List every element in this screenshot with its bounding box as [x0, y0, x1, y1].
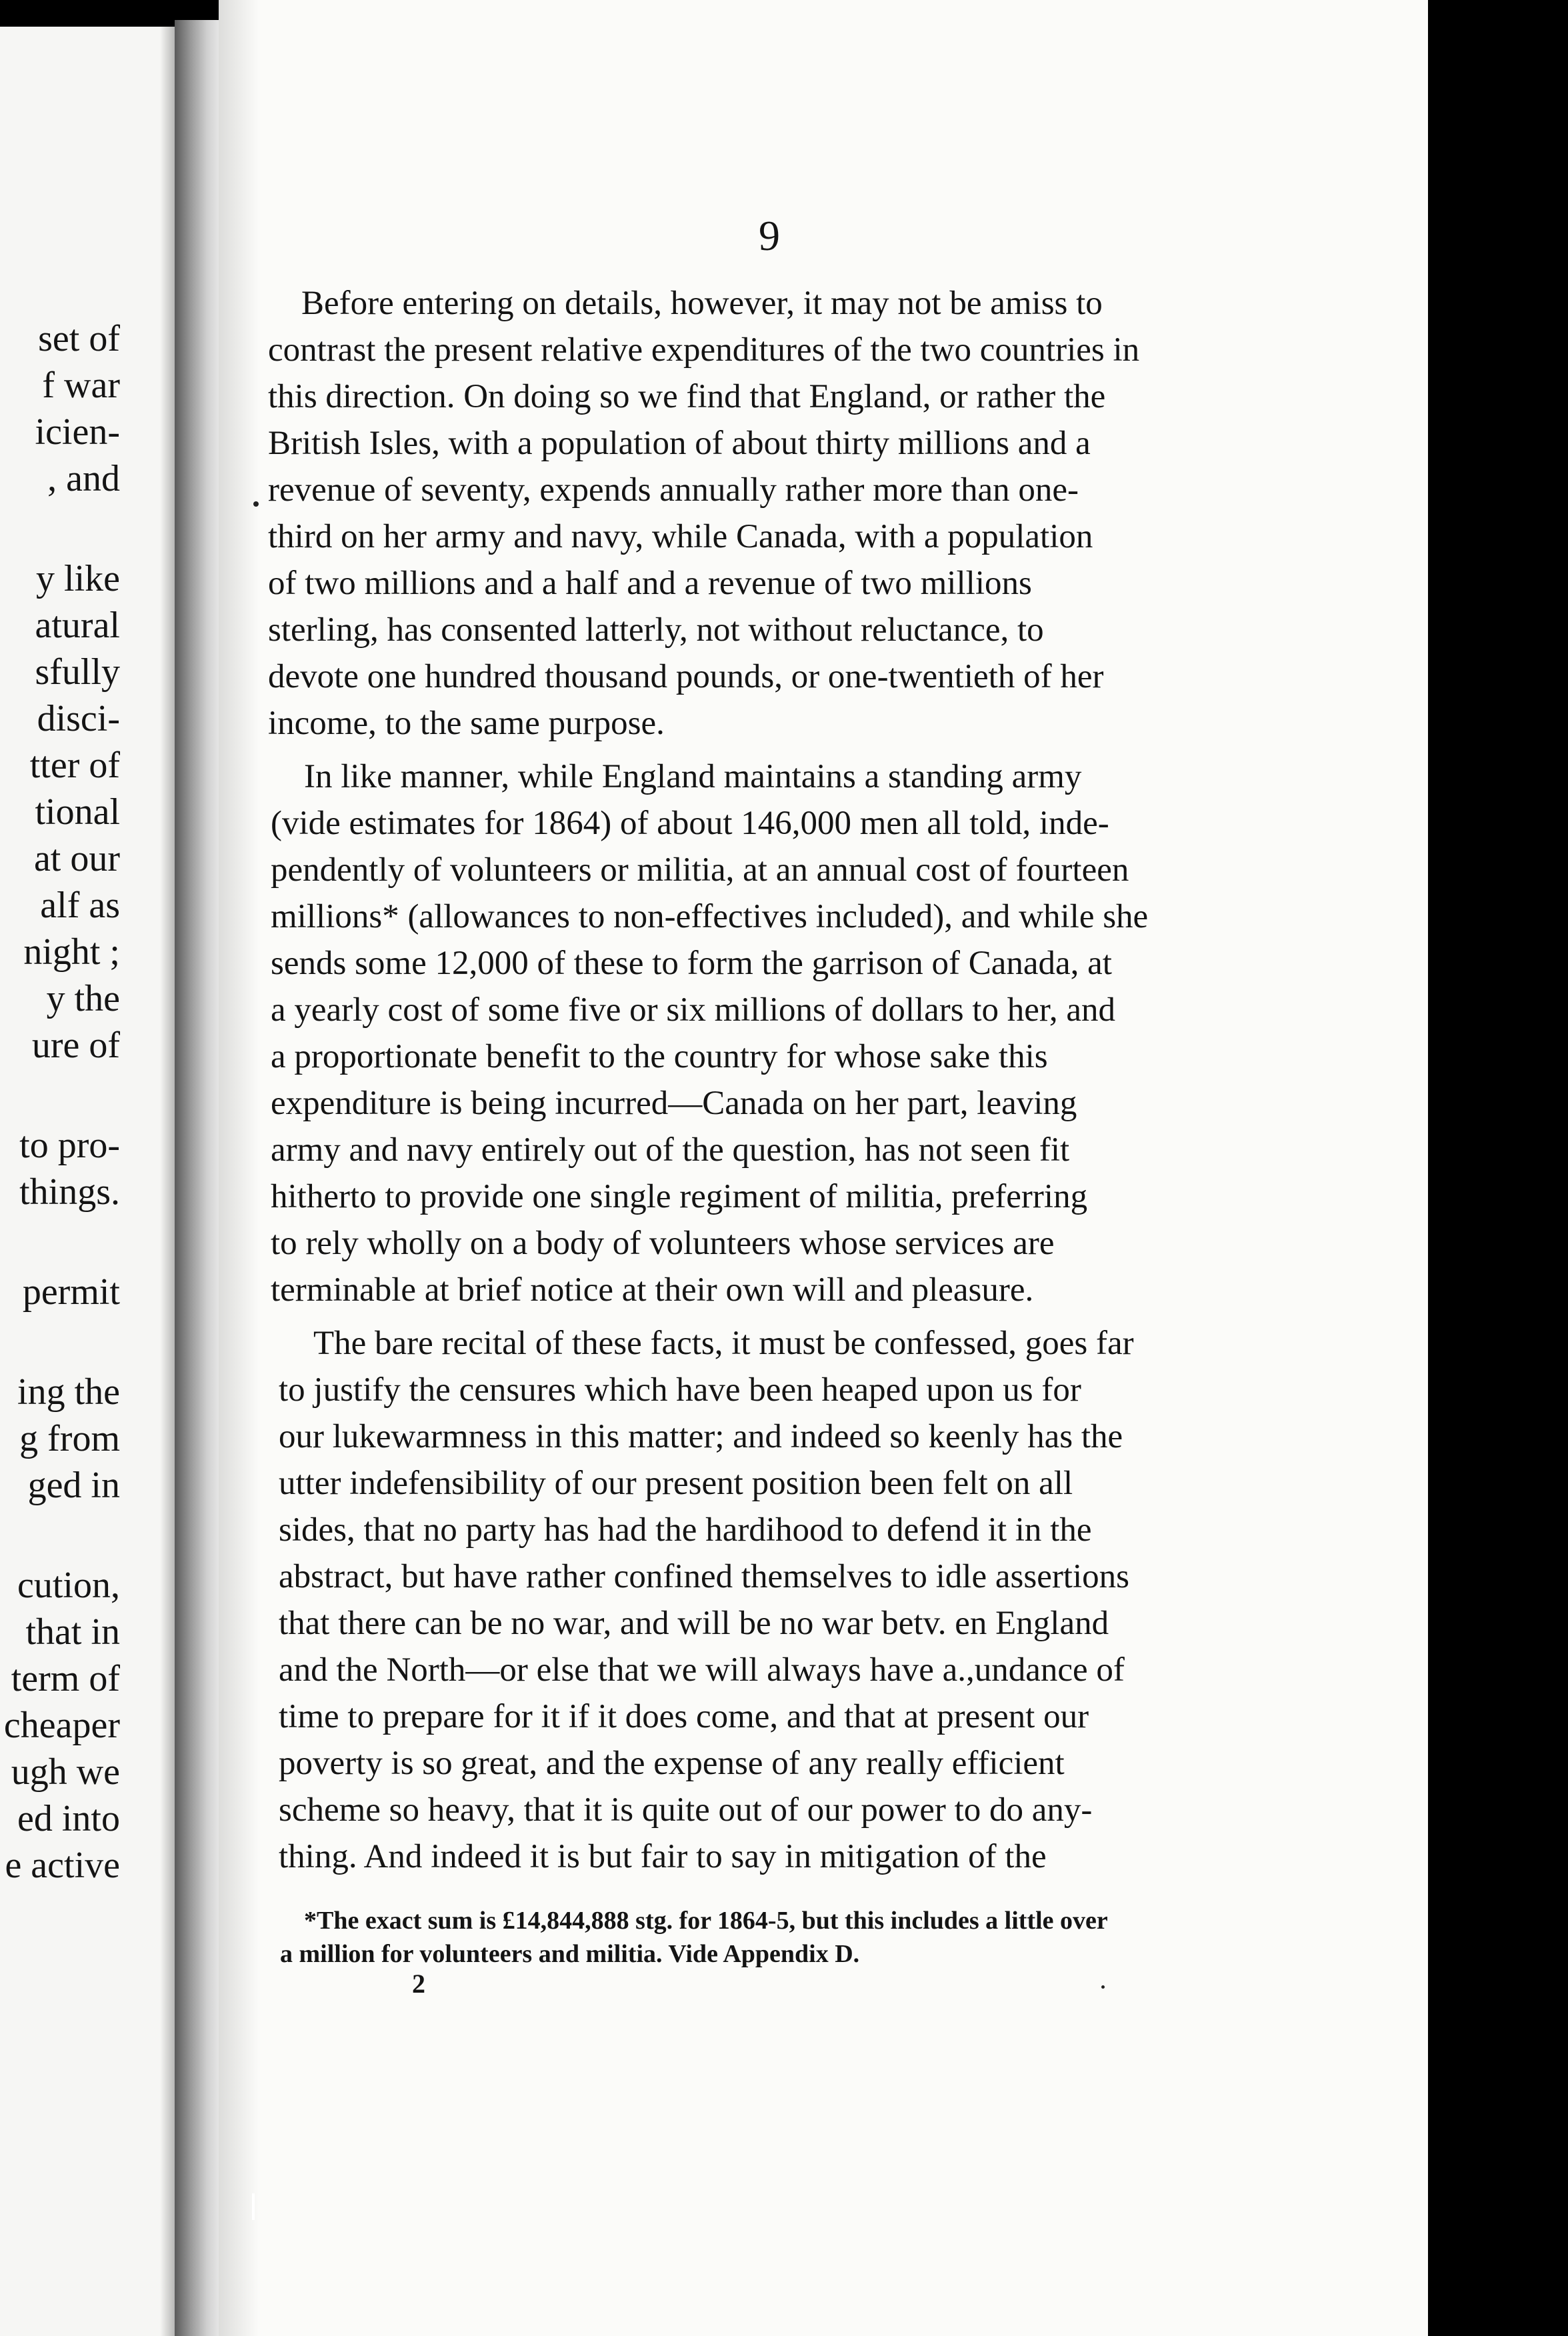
body-line: a yearly cost of some five or six millions of dollars to her, and — [271, 991, 1116, 1029]
left-fragment: g from — [19, 1418, 120, 1459]
body-line: British Isles, with a population of about thirty millions and a — [268, 425, 1091, 462]
left-fragment: ed into — [17, 1798, 120, 1839]
left-fragment: at our — [33, 838, 120, 879]
left-fragment: y like — [36, 558, 120, 599]
left-fragment: cheaper — [3, 1705, 120, 1746]
body-line: utter indefensibility of our present position been felt on all — [279, 1465, 1073, 1502]
body-line: and the North—or else that we will always have a.,undance of — [279, 1651, 1125, 1689]
left-fragment: to pro- — [19, 1125, 120, 1166]
body-line: Before entering on details, however, it may not be amiss to — [301, 285, 1103, 322]
left-fragment: atural — [35, 605, 120, 646]
page-number: 9 — [759, 212, 780, 259]
left-fragment: that in — [25, 1611, 120, 1653]
body-line: devote one hundred thousand pounds, or one-twentieth of her — [268, 658, 1104, 695]
body-line: time to prepare for it if it does come, and that at present our — [279, 1698, 1089, 1735]
left-fragment: tional — [35, 791, 120, 833]
left-fragment: disci- — [37, 698, 120, 739]
body-line: hitherto to provide one single regiment of militia, preferring — [271, 1178, 1088, 1215]
body-line: army and navy entirely out of the question, has not seen fit — [271, 1131, 1070, 1169]
scan-border — [1428, 0, 1568, 2336]
body-line: pendently of volunteers or militia, at an annual cost of fourteen — [271, 851, 1129, 889]
body-line: of two millions and a half and a revenue of two millions — [268, 565, 1032, 602]
footnote-line: *The exact sum is £14,844,888 stg. for 1864-5, but this includes a little over — [304, 1907, 1108, 1935]
left-page-edge — [0, 27, 180, 2336]
left-fragment: sfully — [35, 651, 120, 693]
left-fragment: term of — [11, 1658, 120, 1699]
left-fragment: ugh we — [11, 1751, 120, 1793]
left-fragment: f war — [42, 365, 120, 406]
left-fragment: night ; — [23, 931, 120, 973]
body-line: sides, that no party has had the hardihood to defend it in the — [279, 1511, 1092, 1549]
body-line: The bare recital of these facts, it must be confessed, goes far — [313, 1325, 1134, 1362]
body-line: scheme so heavy, that it is quite out of our power to do any- — [279, 1791, 1093, 1829]
left-fragment: ged in — [27, 1465, 120, 1506]
signature-mark: 2 — [412, 1969, 425, 1999]
left-fragment: alf as — [40, 885, 120, 926]
body-line: to justify the censures which have been heaped upon us for — [279, 1371, 1081, 1409]
footnote-line: a million for volunteers and militia. Vide Appendix D. — [280, 1940, 860, 1968]
body-line: (vide estimates for 1864) of about 146,000 men all told, inde- — [271, 805, 1109, 842]
body-line: this direction. On doing so we find that England, or rather the — [268, 378, 1106, 415]
left-fragment: tter of — [29, 745, 120, 786]
body-line: revenue of seventy, expends annually rather more than one- — [268, 471, 1079, 509]
body-line: poverty is so great, and the expense of any really efficient — [279, 1745, 1065, 1782]
body-line: millions* (allowances to non-effectives included), and while she — [271, 898, 1149, 935]
body-line: terminable at brief notice at their own will and pleasure. — [271, 1271, 1034, 1309]
left-fragment: ing the — [17, 1371, 120, 1413]
left-fragment: ure of — [31, 1025, 120, 1066]
body-line: to rely wholly on a body of volunteers whose services are — [271, 1225, 1055, 1262]
body-line: expenditure is being incurred—Canada on her part, leaving — [271, 1085, 1077, 1122]
body-line: third on her army and navy, while Canada, with a population — [268, 518, 1093, 555]
left-fragment: , and — [47, 458, 120, 499]
scan-mark — [252, 2193, 255, 2220]
body-line: sterling, has consented latterly, not without reluctance, to — [268, 611, 1044, 649]
body-line: In like manner, while England maintains a standing army — [304, 758, 1082, 795]
body-line: income, to the same purpose. — [268, 705, 665, 742]
body-line: sends some 12,000 of these to form the garrison of Canada, at — [271, 945, 1112, 982]
left-fragment: e active — [5, 1845, 120, 1886]
left-fragment: icien- — [35, 411, 120, 453]
body-line: contrast the present relative expenditures of the two countries in — [268, 331, 1140, 369]
inner-shadow — [219, 0, 259, 2336]
body-line: that there can be no war, and will be no war betv. en England — [279, 1605, 1109, 1642]
body-line: a proportionate benefit to the country for whose sake this — [271, 1038, 1048, 1075]
body-line: our lukewarmness in this matter; and indeed so keenly has the — [279, 1418, 1123, 1455]
scan-speck — [253, 501, 259, 507]
book-spine — [175, 20, 221, 2336]
left-fragment: set of — [38, 318, 120, 359]
left-fragment: y the — [46, 978, 120, 1019]
left-fragment: permit — [22, 1271, 120, 1313]
body-line: abstract, but have rather confined themselves to idle assertions — [279, 1558, 1129, 1595]
scan-speck — [1101, 1985, 1105, 1989]
left-fragment: cution, — [17, 1565, 120, 1606]
body-line: thing. And indeed it is but fair to say in mitigation of the — [279, 1838, 1047, 1875]
left-fragment: things. — [19, 1171, 120, 1213]
